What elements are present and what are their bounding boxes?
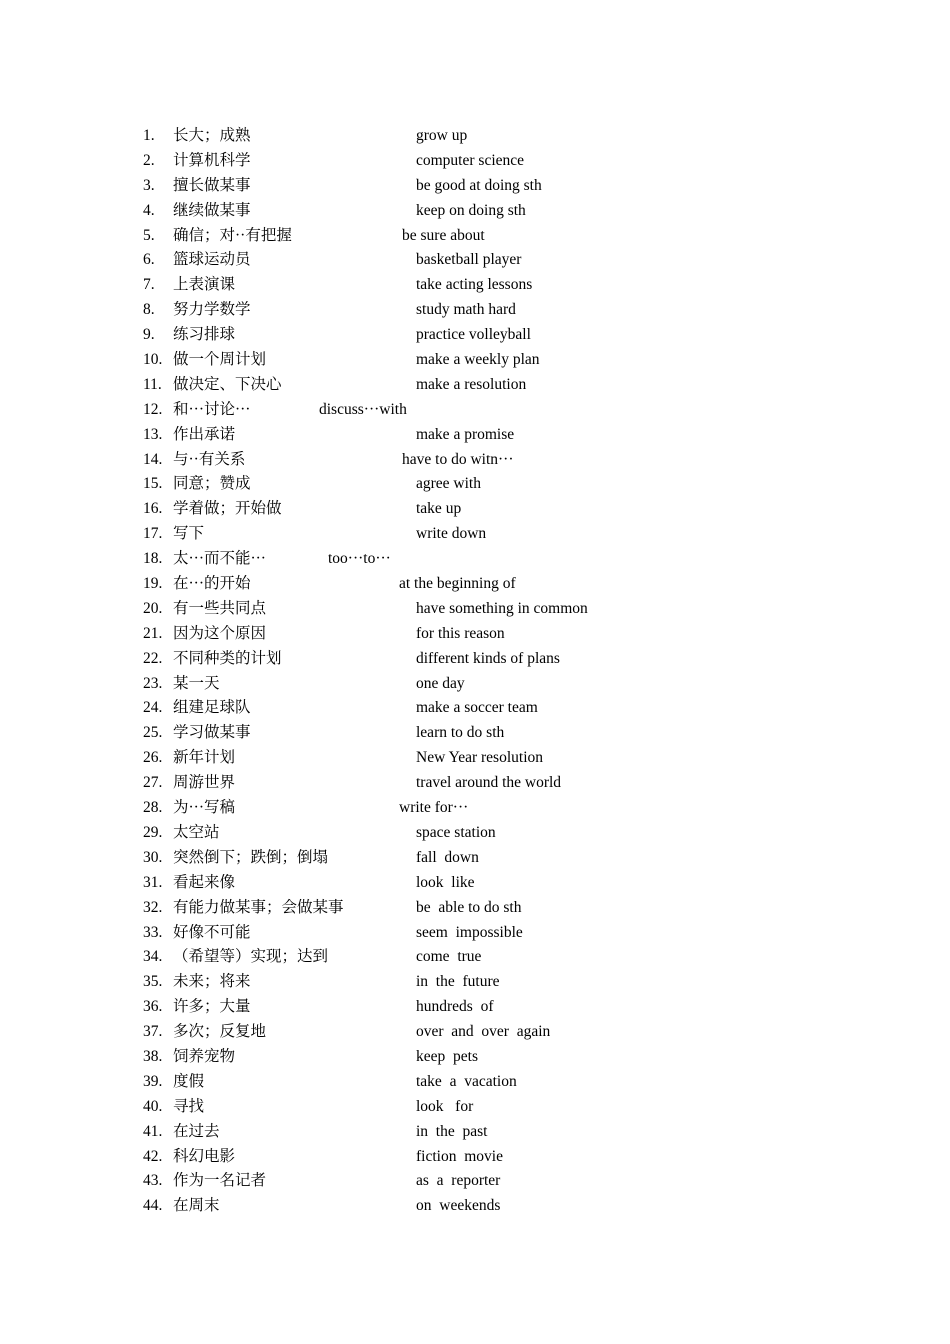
item-number: 42. — [143, 1147, 163, 1165]
chinese-term: 在···的开始 — [173, 575, 251, 593]
item-number: 22. — [143, 649, 163, 667]
english-phrase: seem impossible — [416, 923, 523, 941]
item-number: 44. — [143, 1197, 163, 1215]
list-item — [0, 1169, 950, 1194]
chinese-term: 确信；对··有把握 — [173, 226, 292, 244]
item-number: 33. — [143, 923, 163, 941]
list-item — [0, 472, 950, 497]
english-phrase: write for··· — [399, 799, 469, 817]
english-phrase: at the beginning of — [399, 575, 516, 593]
list-item — [0, 597, 950, 622]
item-number: 6. — [143, 251, 155, 269]
list-item — [0, 298, 950, 323]
english-phrase: agree with — [416, 475, 481, 493]
chinese-term: 度假 — [173, 1072, 205, 1090]
list-item — [0, 273, 950, 298]
item-number: 12. — [143, 400, 163, 418]
list-item — [0, 622, 950, 647]
english-phrase: over and over again — [416, 1023, 551, 1041]
list-item — [0, 846, 950, 871]
chinese-term: 在过去 — [173, 1122, 220, 1140]
english-phrase: look for — [416, 1097, 474, 1115]
chinese-term: 许多；大量 — [173, 998, 251, 1016]
chinese-term: 做一个周计划 — [173, 351, 267, 369]
english-phrase: as a reporter — [416, 1172, 501, 1190]
english-phrase: in the future — [416, 973, 500, 991]
chinese-term: 好像不可能 — [173, 923, 251, 941]
english-phrase: make a promise — [416, 425, 515, 443]
chinese-term: 不同种类的计划 — [173, 649, 282, 667]
item-number: 19. — [143, 575, 163, 593]
chinese-term: 在周末 — [173, 1197, 220, 1215]
english-phrase: practice volleyball — [416, 326, 531, 344]
chinese-term: 学习做某事 — [173, 724, 251, 742]
item-number: 43. — [143, 1172, 163, 1190]
english-phrase: write down — [416, 525, 487, 543]
english-phrase: computer science — [416, 151, 525, 169]
chinese-term: 计算机科学 — [173, 151, 251, 169]
vocabulary-list — [0, 124, 950, 1219]
chinese-term: 组建足球队 — [173, 699, 251, 717]
item-number: 7. — [143, 276, 155, 294]
item-number: 25. — [143, 724, 163, 742]
list-item — [0, 746, 950, 771]
english-phrase: keep pets — [416, 1047, 478, 1065]
list-item — [0, 970, 950, 995]
item-number: 30. — [143, 848, 163, 866]
item-number: 4. — [143, 201, 155, 219]
english-phrase: learn to do sth — [416, 724, 505, 742]
english-phrase: be sure about — [402, 226, 485, 244]
chinese-term: 看起来像 — [173, 873, 236, 891]
item-number: 2. — [143, 151, 155, 169]
list-item — [0, 323, 950, 348]
list-item — [0, 124, 950, 149]
list-item — [0, 1045, 950, 1070]
item-number: 16. — [143, 500, 163, 518]
chinese-term: 练习排球 — [173, 326, 236, 344]
english-phrase: make a resolution — [416, 375, 527, 393]
list-item — [0, 448, 950, 473]
item-number: 10. — [143, 351, 163, 369]
chinese-term: 新年计划 — [173, 749, 236, 767]
chinese-term: 上表演课 — [173, 276, 236, 294]
item-number: 11. — [143, 375, 162, 393]
item-number: 34. — [143, 948, 163, 966]
chinese-term: 作为一名记者 — [173, 1172, 267, 1190]
english-phrase: be able to do sth — [416, 898, 522, 916]
english-phrase: look like — [416, 873, 475, 891]
item-number: 38. — [143, 1047, 163, 1065]
list-item — [0, 796, 950, 821]
chinese-term: 长大；成熟 — [173, 127, 251, 144]
list-item — [0, 721, 950, 746]
list-item — [0, 696, 950, 721]
list-item — [0, 871, 950, 896]
chinese-term: 擅长做某事 — [173, 176, 251, 194]
list-item — [0, 572, 950, 597]
item-number: 13. — [143, 425, 163, 443]
chinese-term: 篮球运动员 — [173, 251, 251, 269]
chinese-term: 做决定、下决心 — [173, 375, 282, 393]
item-number: 3. — [143, 176, 155, 194]
chinese-term: 学着做；开始做 — [173, 500, 282, 518]
item-number: 5. — [143, 226, 155, 244]
english-phrase: study math hard — [416, 301, 516, 319]
item-number: 39. — [143, 1072, 163, 1090]
chinese-term: 太空站 — [173, 823, 220, 841]
item-number: 17. — [143, 525, 163, 543]
list-item — [0, 821, 950, 846]
chinese-term: 有能力做某事；会做某事 — [173, 898, 344, 916]
english-phrase: basketball player — [416, 251, 522, 269]
item-number: 9. — [143, 326, 155, 344]
english-phrase: grow up — [416, 127, 468, 144]
list-item — [0, 896, 950, 921]
list-item — [0, 921, 950, 946]
english-phrase: discuss···with — [319, 400, 407, 418]
chinese-term: 太···而不能··· — [173, 550, 266, 568]
list-item — [0, 771, 950, 796]
chinese-term: 寻找 — [173, 1097, 205, 1115]
list-item — [0, 348, 950, 373]
chinese-term: 未来；将来 — [173, 973, 251, 991]
item-number: 8. — [143, 301, 155, 319]
list-item — [0, 149, 950, 174]
chinese-term: 继续做某事 — [173, 201, 251, 219]
list-item — [0, 398, 950, 423]
chinese-term: 写下 — [173, 525, 205, 543]
list-item — [0, 174, 950, 199]
item-number: 37. — [143, 1023, 163, 1041]
english-phrase: for this reason — [416, 624, 505, 642]
list-item — [0, 547, 950, 572]
list-item — [0, 945, 950, 970]
item-number: 14. — [143, 450, 163, 468]
english-phrase: take a vacation — [416, 1072, 517, 1090]
list-item — [0, 672, 950, 697]
chinese-term: 某一天 — [173, 674, 220, 692]
item-number: 36. — [143, 998, 163, 1016]
list-item — [0, 995, 950, 1020]
english-phrase: New Year resolution — [416, 749, 543, 767]
english-phrase: space station — [416, 823, 496, 841]
list-item — [0, 373, 950, 398]
list-item — [0, 199, 950, 224]
list-item — [0, 1145, 950, 1170]
english-phrase: come true — [416, 948, 482, 966]
list-item — [0, 423, 950, 448]
chinese-term: 因为这个原因 — [173, 624, 267, 642]
english-phrase: fiction movie — [416, 1147, 503, 1165]
item-number: 32. — [143, 898, 163, 916]
list-item — [0, 248, 950, 273]
item-number: 20. — [143, 599, 163, 617]
english-phrase: fall down — [416, 848, 479, 866]
item-number: 23. — [143, 674, 163, 692]
item-number: 21. — [143, 624, 163, 642]
english-phrase: take up — [416, 500, 462, 518]
item-number: 41. — [143, 1122, 163, 1140]
item-number: 18. — [143, 550, 163, 568]
chinese-term: 饲养宠物 — [173, 1047, 236, 1065]
item-number: 15. — [143, 475, 163, 493]
list-item — [0, 497, 950, 522]
english-phrase: be good at doing sth — [416, 176, 542, 194]
chinese-term: 科幻电影 — [173, 1147, 236, 1165]
chinese-term: （希望等）实现；达到 — [173, 948, 329, 966]
english-phrase: have something in common — [416, 599, 588, 617]
item-number: 24. — [143, 699, 163, 717]
item-number: 40. — [143, 1097, 163, 1115]
chinese-term: 和···讨论··· — [173, 400, 251, 418]
english-phrase: have to do witn··· — [402, 450, 514, 468]
item-number: 31. — [143, 873, 163, 891]
list-item — [0, 1194, 950, 1219]
chinese-term: 努力学数学 — [173, 301, 251, 319]
item-number: 28. — [143, 799, 163, 817]
list-item — [0, 1070, 950, 1095]
english-phrase: different kinds of plans — [416, 649, 560, 667]
chinese-term: 周游世界 — [173, 774, 236, 792]
english-phrase: take acting lessons — [416, 276, 533, 294]
item-number: 35. — [143, 973, 163, 991]
english-phrase: in the past — [416, 1122, 488, 1140]
english-phrase: travel around the world — [416, 774, 562, 792]
chinese-term: 与··有关系 — [173, 450, 246, 468]
list-item — [0, 522, 950, 547]
english-phrase: on weekends — [416, 1197, 501, 1215]
item-number: 26. — [143, 749, 163, 767]
english-phrase: too···to··· — [328, 550, 391, 568]
item-number: 29. — [143, 823, 163, 841]
list-item — [0, 1095, 950, 1120]
chinese-term: 有一些共同点 — [173, 599, 267, 617]
english-phrase: make a soccer team — [416, 699, 538, 717]
chinese-term: 多次；反复地 — [173, 1023, 267, 1041]
english-phrase: hundreds of — [416, 998, 494, 1016]
list-item — [0, 224, 950, 249]
list-item — [0, 1120, 950, 1145]
chinese-term: 作出承诺 — [173, 425, 236, 443]
chinese-term: 同意；赞成 — [173, 475, 251, 493]
item-number: 1. — [143, 127, 155, 144]
list-item — [0, 1020, 950, 1045]
english-phrase: one day — [416, 674, 465, 692]
chinese-term: 突然倒下；跌倒；倒塌 — [173, 848, 329, 866]
english-phrase: keep on doing sth — [416, 201, 526, 219]
english-phrase: make a weekly plan — [416, 351, 540, 369]
list-item — [0, 647, 950, 672]
chinese-term: 为···写稿 — [173, 799, 235, 817]
item-number: 27. — [143, 774, 163, 792]
